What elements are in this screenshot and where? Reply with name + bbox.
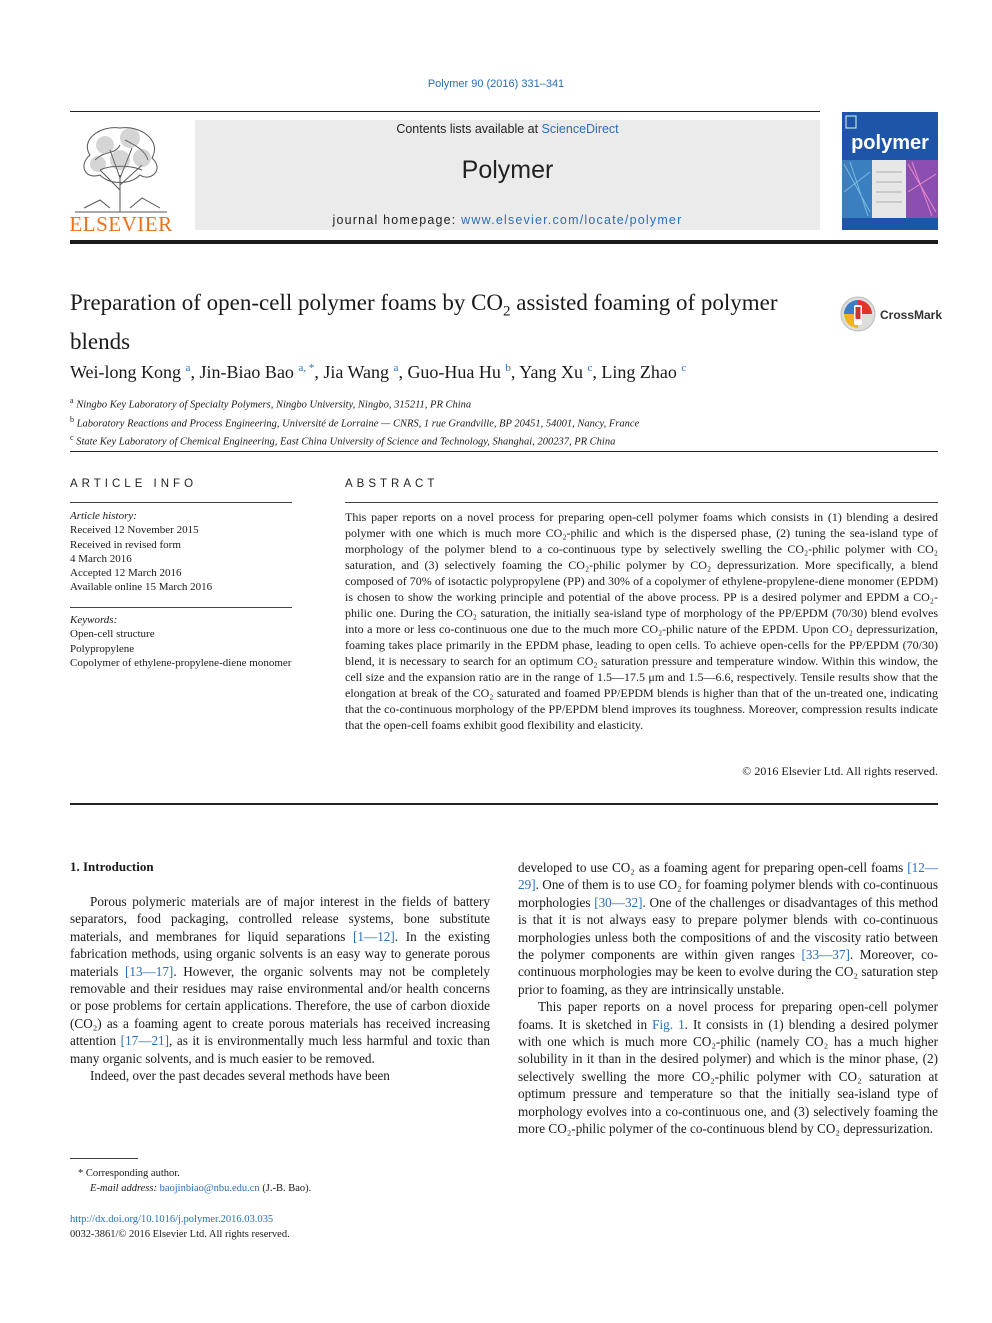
paragraph: Indeed, over the past decades several methods have been (90, 1068, 390, 1084)
divider (70, 451, 938, 452)
abstract-heading: ABSTRACT (345, 478, 439, 490)
contents-line (195, 122, 820, 136)
author[interactable]: Jin-Biao Bao $^{a, *}$ (199, 362, 315, 382)
divider (345, 502, 938, 503)
citation-link[interactable]: [17—21] (120, 1033, 170, 1049)
history-item: Received 12 November 2015 (70, 524, 199, 537)
email-link[interactable]: baojinbiao@nbu.edu.cn (159, 1183, 260, 1194)
article-history (70, 509, 292, 595)
abstract-text: This paper reports on a novel process for preparing open-cell polymer foams which consists in (1) blending a desired polymer with one which is much more CO₂-philic and which is the dispersed phase, (2) tuning the sea-island type of morphology of the polymer blend to a co-continuous type by selectively swelling the CO₂-philic polymer with CO₂ saturation, and (3) selectively foaming the CO₂-philic polymer by CO₂ depressurization. More specifically, a blend composed of 70% of isotactic polypropylene (PP) and 30% of a copolymer of ethylene-propylene-diene monomer (EPDM) is chosen to show the working principle and potential of the above process. PP is a desired polymer and EPDM a CO₂-philic one. During the CO₂ saturation, the initially sea-island type of morphology of the PP/EPDM (70/30) blend evolves into a more or less co-continuous one due to the much more CO₂-philic nature of the EPDM. Upon CO₂ depressurization, foaming takes place primarily in the EPDM phase, leading to open cells. To achieve open-cells for the PP/EPDM (70/30) blend, it is necessary to search for an optimum CO₂ saturation pressure and temperature window. Within this window, the cell size and the expansion ratio are in the range of 1.5—17.5 μm and 1.5—6.6, respectively. Tensile results show that the elongation at break of the CO₂ saturated and foamed PP/EPDM blends is higher than that of the un-treated one, indicating that the co-continuous morphology of the PP/EPDM blend improves its toughness. Moreover, compression results indicate that the open-cell foams exhibit good flexibility and elasticity. (345, 510, 938, 732)
history-label: Article history: (70, 510, 137, 522)
article-info-heading: ARTICLE INFO (70, 478, 198, 490)
keyword: Polypropylene (70, 642, 135, 655)
corresponding-author-note: * Corresponding author. (78, 1168, 180, 1179)
author[interactable]: Yang Xu $^c$ (519, 362, 593, 382)
journal-cover-image[interactable] (842, 112, 938, 230)
cover-title: polymer (851, 132, 929, 154)
footnote (70, 1166, 490, 1196)
article-title: Preparation of open-cell polymer foams by $CO_2$ assisted foaming of polymer blends (70, 290, 778, 354)
author[interactable]: Wei-long Kong $^a$ (70, 362, 191, 382)
paragraph: Porous polymeric materials are of major interest in the fields of battery separators, food packaging, controlled release systems, bone substitute materials, and membranes for liquid separations [1—12]. In the existing fabrication methods, using organic solvents is an easy way to generate porous materials [13—17]. However, the organic solvents may not be completely removable and their residues may raise environmental and/or health concerns or pose problems for certain applications. Therefore, the use of carbon dioxide (CO₂) as a foaming agent to create porous materials has received increasing attention [17—21], as it is environmentally much less harmful and toxic than many organic solvents, and is much easier to be removed. (70, 894, 490, 1066)
sciencedirect-link[interactable]: ScienceDirect (541, 122, 619, 136)
homepage-line (195, 213, 820, 227)
divider (70, 607, 292, 608)
keyword: Copolymer of ethylene-propylene-diene monomer (70, 656, 292, 669)
abstract-copyright: © 2016 Elsevier Ltd. All rights reserved. (742, 764, 938, 778)
contents-prefix: Contents lists available at (396, 122, 542, 136)
journal-reference[interactable]: Polymer 90 (2016) 331–341 (427, 78, 565, 90)
divider (70, 803, 938, 805)
author[interactable]: Ling Zhao $^c$ (601, 362, 687, 382)
issn-line: 0032-3861/© 2016 Elsevier Ltd. All rights reserved. (70, 1229, 290, 1240)
divider (70, 502, 292, 503)
email-line: E-mail address: baojinbiao@nbu.edu.cn (J.-B. Bao). (90, 1183, 312, 1194)
affiliation: $^a$ Ningbo Key Laboratory of Specialty Polymers, Ningbo University, Ningbo, 315211, PR China (70, 396, 472, 411)
history-item: Received in revised form (70, 538, 181, 551)
journal-masthead (195, 120, 820, 230)
body-column-left (70, 893, 490, 1084)
author-list: Wei-long Kong $^a$, Jin-Biao Bao $^{a, *}$, Jia Wang $^a$, Guo-Hua Hu $^b$, Yang Xu $^c$, Ling Zhao $^c$ (70, 362, 687, 382)
body-column-right (518, 859, 938, 1138)
history-item: 4 March 2016 (70, 552, 132, 565)
journal-name: Polymer (461, 156, 554, 184)
elsevier-wordmark: ELSEVIER (69, 212, 173, 236)
paragraph: developed to use CO₂ as a foaming agent for preparing open-cell foams [12—29]. One of them is to use CO₂ for foaming polymer blends with co-continuous morphologies [30—32]. One of the challenges or disadvantages of this method is that it is not always easy to prepare polymer blends with co-continuous morphologies unless both the compositions of and the viscosity ratio between the polymer components are within given ranges [33—37]. Moreover, co-continuous morphologies may be keen to evolve during the CO₂ saturation step prior to foaming, as they are intrinsically unstable. (518, 860, 938, 997)
section-heading: 1. Introduction (70, 859, 154, 874)
history-item: Available online 15 March 2016 (70, 581, 213, 594)
homepage-prefix: journal homepage: (332, 213, 462, 227)
doi-link[interactable]: http://dx.doi.org/10.1016/j.polymer.2016.03.035 (70, 1214, 274, 1225)
affiliation: $^b$ Laboratory Reactions and Process Engineering, Université de Lorraine — CNRS, 1 rue Grandville, BP 20451, 54001, Nancy, France (70, 414, 640, 429)
crossmark-label: CrossMark (880, 308, 943, 322)
paragraph: This paper reports on a novel process for preparing open-cell polymer foams. It is sketched in Fig. 1. It consists in (1) blending a desired polymer with one which is much more CO₂-philic (namely CO₂ has a much higher solubility in it than in the desired polymer) and which is the minor phase, (2) selectively swelling the more CO₂-philic polymer with CO₂ saturation at optimum pressure and temperature so that the initially sea-island type of morphology evolves into a co-continuous one, and (3) selectively foaming the more CO₂-philic polymer of the co-continuous blend by CO₂ depressurization. (518, 999, 938, 1137)
citation-link[interactable]: [13—17] (124, 963, 174, 979)
history-item: Accepted 12 March 2016 (70, 567, 182, 580)
affiliations (70, 394, 930, 450)
masthead-rule (70, 240, 938, 244)
crossmark-icon (840, 296, 876, 332)
figure-link[interactable]: Fig. 1 (652, 1016, 685, 1032)
author[interactable]: Jia Wang $^a$ (323, 362, 399, 382)
citation-link[interactable]: [12—29] (518, 860, 938, 893)
crossmark-badge[interactable] (840, 296, 943, 336)
author[interactable]: Guo-Hua Hu $^b$ (407, 362, 511, 382)
keywords (70, 613, 292, 670)
citation-link[interactable]: [1—12] (353, 928, 395, 944)
keywords-label: Keywords: (70, 614, 118, 626)
citation-link[interactable]: [33—37] (801, 947, 850, 963)
journal-homepage-link[interactable]: www.elsevier.com/locate/polymer (461, 213, 683, 227)
header-rule (70, 111, 820, 112)
affiliation: $^c$ State Key Laboratory of Chemical Engineering, East China University of Science and Technology, Shanghai, 200237, PR China (70, 433, 616, 448)
doi-block (70, 1212, 490, 1242)
keyword: Open-cell structure (70, 628, 155, 641)
footnote-rule (70, 1158, 138, 1159)
citation-link[interactable]: [30—32] (594, 894, 643, 910)
